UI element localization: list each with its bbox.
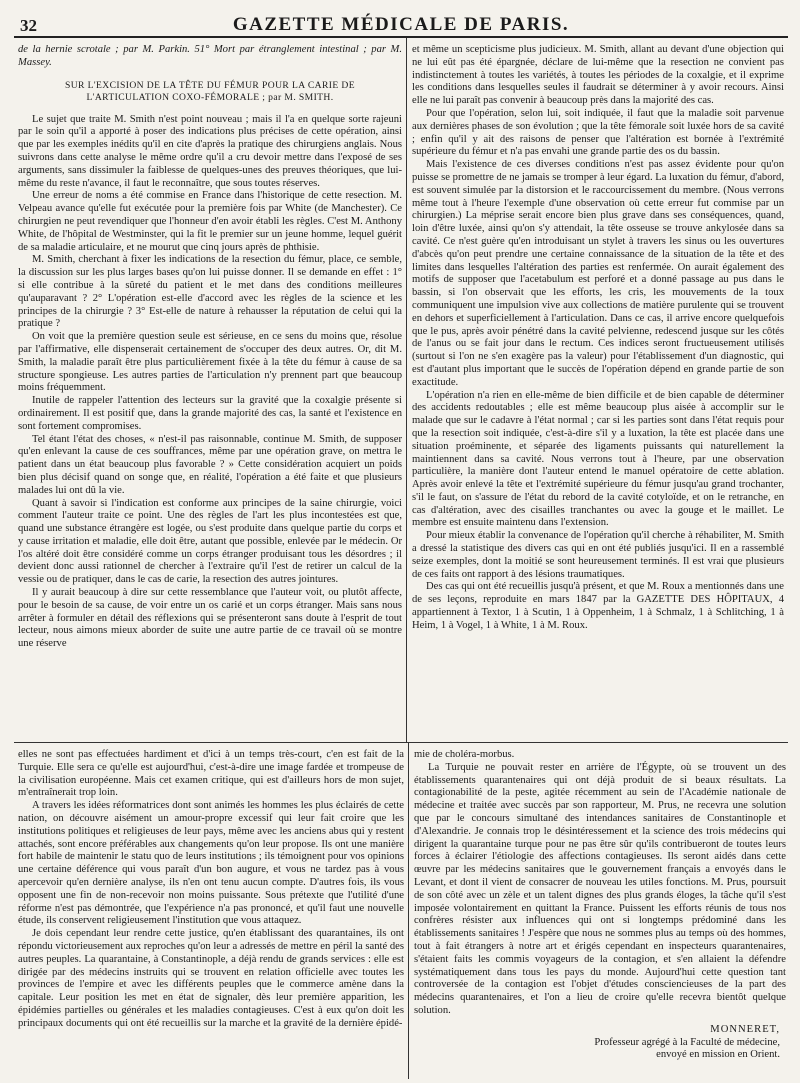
paragraph: Une erreur de noms a été commise en France dans l'historique de cette resection. M. Velpeau avance qu'elle fut exécutée pour la première fois par White (de Manchester). Ce chirurgien ne peut revendiquer que l'honneur d'en avoir établi les règles. C'est M. Anthony White, de l'hôpital de Westminster, qui la fit le premier sur un jeune homme, lequel guérit de sa maladie articulaire, et ne mourut que cinq jours après de phthisie. — [18, 190, 402, 253]
paragraph: Quant à savoir si l'indication est conforme aux principes de la saine chirurgie, voici comment l'auteur traite ce point. Une des règles de l'art les plus incontestées est que, quand une substance étrangère est logée, ou s'est produite dans quelque partie du corps et y cause irritation et maladie, elle doit être, autant que possible, enlevée par le médecin. Or l'os altéré doit être considéré comme un corps étranger produisant tous les désordres ; il devient donc aussi rationnel de chercher à l'extraire qu'il l'est de retirer un calcul de la vessie ou de pratiquer, dans le cas de carie, la resection des autres jointures. — [18, 497, 402, 586]
column-divider — [406, 38, 407, 742]
lower-right-column — [414, 743, 786, 1079]
signature-block — [414, 1024, 786, 1062]
signature-title: Professeur agrégé à la Faculté de médecine, — [594, 1036, 780, 1048]
paragraph: Mais l'existence de ces diverses conditions n'est pas assez évidente pour qu'on puisse se promettre de ne jamais se tromper à leur égard. La luxation du fémur, d'abord, est souvent simulée par la distorsion et le raccourcissement du membre. (Nous verrons même tout à l'heure l'exemple d'une observation où cette erreur fut commise par un chirurgien.) La méprise serait encore bien plus grave dans ses conséquences, quand, loin d'être luxée, ainsi qu'on s'y attendait, la tête osseuse se trouve ankylosée dans sa cavité. Ce n'est guère qu'en introduisant un stylet à travers les sinus ou les ouvertures d'abcès qu'on peut prendre une certaine connaissance de la situation de la tête et des limites dans lesquelles l'altération des parties est renfermée. On aurait également des motifs de supposer que l'acetabulum est perforé et a donné passage au pus dans le bassin, si l'on observait que les efforts, les cris, les mouvements de la toux communiquent une impulsion vive aux collections de matière purulente qui se trouvent en dehors et superficiellement à l'articulation. Dans ce cas, il arrive encore quelquefois que le pus, après avoir pénétré dans la cavité pelvienne, redescend jusque sur les côtés de l'anus ou se fait jour dans le rectum. Ces indices seront fructueusement utilisés (surtout si l'on ne s'en exagère pas la valeur) pour l'établissement d'un diagnostic, qui est d'autant plus important que le succès de l'opération dépend en grande partie de son exactitude. — [412, 159, 784, 388]
column-divider — [408, 743, 409, 1079]
signature-name: MONNERET, — [710, 1023, 780, 1035]
paragraph: Il y aurait beaucoup à dire sur cette ressemblance que l'auteur voit, ou plutôt affecte, pour le besoin de sa cause, de voir entre un os carié et un corps étranger. Mais sans nous arrêter à formuler en détail des réflexions qui se présenteront sans doute à l'esprit de tout lecteur, nous aimons mieux aborder de suite une autre partie de ce travail où se montre une réserve — [18, 587, 402, 650]
paragraph: Le sujet que traite M. Smith n'est point nouveau ; mais il l'a en quelque sorte rajeuni par le soin qu'il a apporté à poser des indications plus précises de cette opération, ainsi que par les exemples inédits qu'il en cite d'après la pratique des chirurgiens anglais. Nous suivrons dans cette analyse le même ordre qu'il a cru devoir mettre dans l'exposé de ses arguments, sans dissimuler la faiblesse de quelques-unes des preuves théoriques, que lui-même du reste n'avance, il faut le reconnaître, que sous toutes réserves. — [18, 113, 402, 189]
paragraph: Pour que l'opération, selon lui, soit indiquée, il faut que la maladie soit parvenue aux dernières phases de son évolution ; que la tête fémorale soit luxée hors de sa cavité ; enfin qu'il y ait des raisons de penser que l'altération est bornée à l'extrémité supérieure du fémur et n'a pas envahi une grande partie des os du bassin. — [412, 107, 784, 158]
paragraph: La Turquie ne pouvait rester en arrière de l'Égypte, où se trouvent un des établissements quarantenaires qui ont déjà produit de si beaux résultats. La contagionabilité de la peste, agitée récemment au sein de l'Académie nationale de médecine et traitée avec succès par son rapporteur, M. Prus, ne recevra une solution que par le concours simultané des intendances sanitaires de Constantinople et d'Alexandrie. Je connais trop le désintéressement et la science des trois médecins qui dirigent la quarantaine turque pour ne pas être sûr qu'ils contribueront de toutes leurs forces à éclairer l'étiologie des affections contagieuses. Ils seront aidés dans cette œuvre par les médecins sanitaires que le gouvernement français a envoyés dans le Levant, et dont il vient de consacrer de nouveau les utiles fonctions. M. Prus, poursuit de son côté avec un zèle et un talent dignes des plus grands éloges, la tâche qu'il s'est imposée volontairement en quittant la France. Puissent les efforts réunis de tous nos confrères résister aux influences qui ont si longtemps prédominé dans les établissements sanitaires ! J'espère que nous ne sommes plus au temps où des hommes, tout à fait étrangers à notre art et érigés cependant en inspecteurs quarantenaires, s'étaient faits les commis voyageurs de la contagion, et s'en allaient la défendre systématiquement dans tous les pays du monde. Aujourd'hui cette question tant controversée de la contagion est l'objet d'études consciencieuses de la part des médecins quarantenaires, et l'on a lieu de croire qu'elle recevra bientôt quelque solution. — [414, 761, 786, 1016]
intro-paragraph: de la hernie scrotale ; par M. Parkin. 51° Mort par étranglement intestinal ; par M. Massey. — [18, 44, 402, 68]
lower-left-column — [18, 743, 404, 1079]
journal-title: GAZETTE MÉDICALE DE PARIS. — [232, 14, 570, 35]
signature-mission: envoyé en mission en Orient. — [656, 1049, 780, 1061]
paragraph: Je dois cependant leur rendre cette justice, qu'en établissant des quarantaines, ils ont répondu victorieusement aux reproches qu'on leur a adressés de mettre en péril la santé des autres peuples. La quarantaine, à Constantinople, a déjà rendu de grands services : elle est dirigée par des médecins instruits qui se trouvent en relation officielle avec toutes les provinces de l'empire et avec les différents peuples que le commerce amène dans la capitale. Leur position les met en état de signaler, dès leur première apparition, les épidémies partielles ou générales et les maladies contagieuses. C'est à eux qu'on doit les principaux documents qui ont été recueillis sur la marche et la gravité de la dernière épidé- — [18, 928, 404, 1029]
paragraph: et même un scepticisme plus judicieux. M. Smith, allant au devant d'une objection qui ne lui eût pas été épargnée, déclare de lui-même que la resection ne convient pas indistinctement à toutes les variétés, à toutes les périodes de la coxalgie, et il exprime les conditions dans lesquelles seules il faudrait se déterminer à y avoir recours. Ainsi elle ne lui paraît pas convenir à beaucoup près dans la majorité des cas. — [412, 44, 784, 107]
paragraph: Des cas qui ont été recueillis jusqu'à présent, et que M. Roux a mentionnés dans une de ses leçons, reproduite en mars 1847 par la GAZETTE DES HÔPITAUX, 4 appartiennent à Textor, 1 à Scutin, 1 à Oppenheim, 1 à Schmalz, 1 à Schlitching, 1 à Heim, 1 à Vogel, 1 à White, 1 à M. Roux. — [412, 581, 784, 631]
paragraph: Pour mieux établir la convenance de l'opération qu'il cherche à réhabiliter, M. Smith a dressé la statistique des divers cas qui en ont été publiés jusqu'ici. Il en a rassemblé seize exemples, dont la moitié se sont heureusement terminés. Il est vrai que plusieurs de ces faits ont rapport à des lésions traumatiques. — [412, 530, 784, 580]
paragraph: A travers les idées réformatrices dont sont animés les hommes les plus éclairés de cette nation, on découvre aisément un amour-propre excessif qui leur fait croire que les institutions politiques et religieuses de leur pays, même avec les anciens abus qui y restent attachés, sont encore préférables aux changements qu'on leur propose. Ils ont une manière fort habile de maintenir le statu quo de leurs institutions ; ils témoignent pour vos opinions une certaine déférence qui vous paraît d'un bon augure, et vous ne tardez pas à vous apercevoir qu'en dernière analyse, ils n'en ont tenu aucun compte. D'autres fois, ils vous opposent une fin de non-recevoir non moins puissante. Sous prétexte que l'utilité d'une réforme n'est pas démontrée, que l'expérience n'a pas prononcé, et qu'il faut une nouvelle étude, ils conservent religieusement l'institution que vous attaquez. — [18, 800, 404, 927]
upper-section — [14, 38, 788, 743]
paragraph: M. Smith, cherchant à fixer les indications de la resection du fémur, place, ce semble, la discussion sur les plus larges bases qu'on lui puisse donner. Il se demande en effet : 1° si elle contribue à la sûreté du patient et le met dans des conditions meilleures qu'auparavant ? 2° L'opération est-elle d'accord avec les règles de la science et les principes de la chirurgie ? 3° Est-elle de nature à rehausser la réputation de celui qui la pratique ? — [18, 254, 402, 330]
page-number: 32 — [20, 16, 37, 35]
article-title: SUR L'EXCISION DE LA TÊTE DU FÉMUR POUR LA CARIE DE L'ARTICULATION COXO-FÉMORALE ; par M. SMITH. — [64, 79, 356, 103]
paragraph: On voit que la première question seule est sérieuse, en ce sens du moins que, résolue par l'affirmative, elle dispenserait certainement de s'occuper des deux autres. Or, dit M. Smith, la maladie paraît être plus particulièrement fixée à la tête du fémur à cause de sa structure spongieuse. Les autres parties de l'articulation n'y prennent part que beaucoup moins fréquemment. — [18, 331, 402, 394]
paragraph: Inutile de rappeler l'attention des lecteurs sur la gravité que la coxalgie présente si ordinairement. Il est positif que, dans la grande majorité des cas, la santé et l'existence en sont fortement compromises. — [18, 395, 402, 432]
upper-left-column — [18, 38, 402, 742]
masthead — [14, 6, 788, 38]
paragraph: mie de choléra-morbus. — [414, 749, 515, 760]
upper-right-column — [412, 38, 784, 742]
paragraph: elles ne sont pas effectuées hardiment et d'ici à un temps très-court, c'en est fait de la Turquie. Elle sera ce qu'elle est aujourd'hui, c'est-à-dire une image fardée et trompeuse de la civilisation européenne. Mais cet examen critique, qui est d'ailleurs hors de mon sujet, m'entraînerait trop loin. — [18, 749, 404, 799]
lower-section — [14, 743, 788, 1079]
paragraph: Tel étant l'état des choses, « n'est-il pas raisonnable, continue M. Smith, de supposer qu'en enlevant la cause de ces souffrances, même par une opération grave, on mettra le patient dans un état beaucoup plus favorable ? » Cette considération acquiert un poids bien plus décisif quand on songe que, en réalité, l'opération a été faite et que plusieurs malades lui ont dû la vie. — [18, 433, 402, 496]
paragraph: L'opération n'a rien en elle-même de bien difficile et de bien capable de déterminer des accidents redoutables ; elle est même beaucoup plus aisée à accomplir sur le malade que sur le cadavre à l'état normal ; car si les parties sont dans l'état requis pour que la resection soit indiquée, c'est-à-dire s'il y a luxation, la tête est placée dans une situation proéminente, et séparée des ligaments puissants qui naturellement la maintiennent dans sa cavité. Nous verrons tout à l'heure, par une observation particulière, la manière dont l'auteur entend le manuel opératoire de cette ablation. Après avoir enlevé la tête et l'extrémité supérieure du fémur jusqu'au grand trochanter, s'il le faut, on s'assure de l'état du rebord de la cavité cotyloïde, et on le retranche, en cas d'altération, avec des cisailles tranchantes ou avec la gouge et le maillet. Le membre est ensuite maintenu dans l'extension. — [412, 389, 784, 529]
